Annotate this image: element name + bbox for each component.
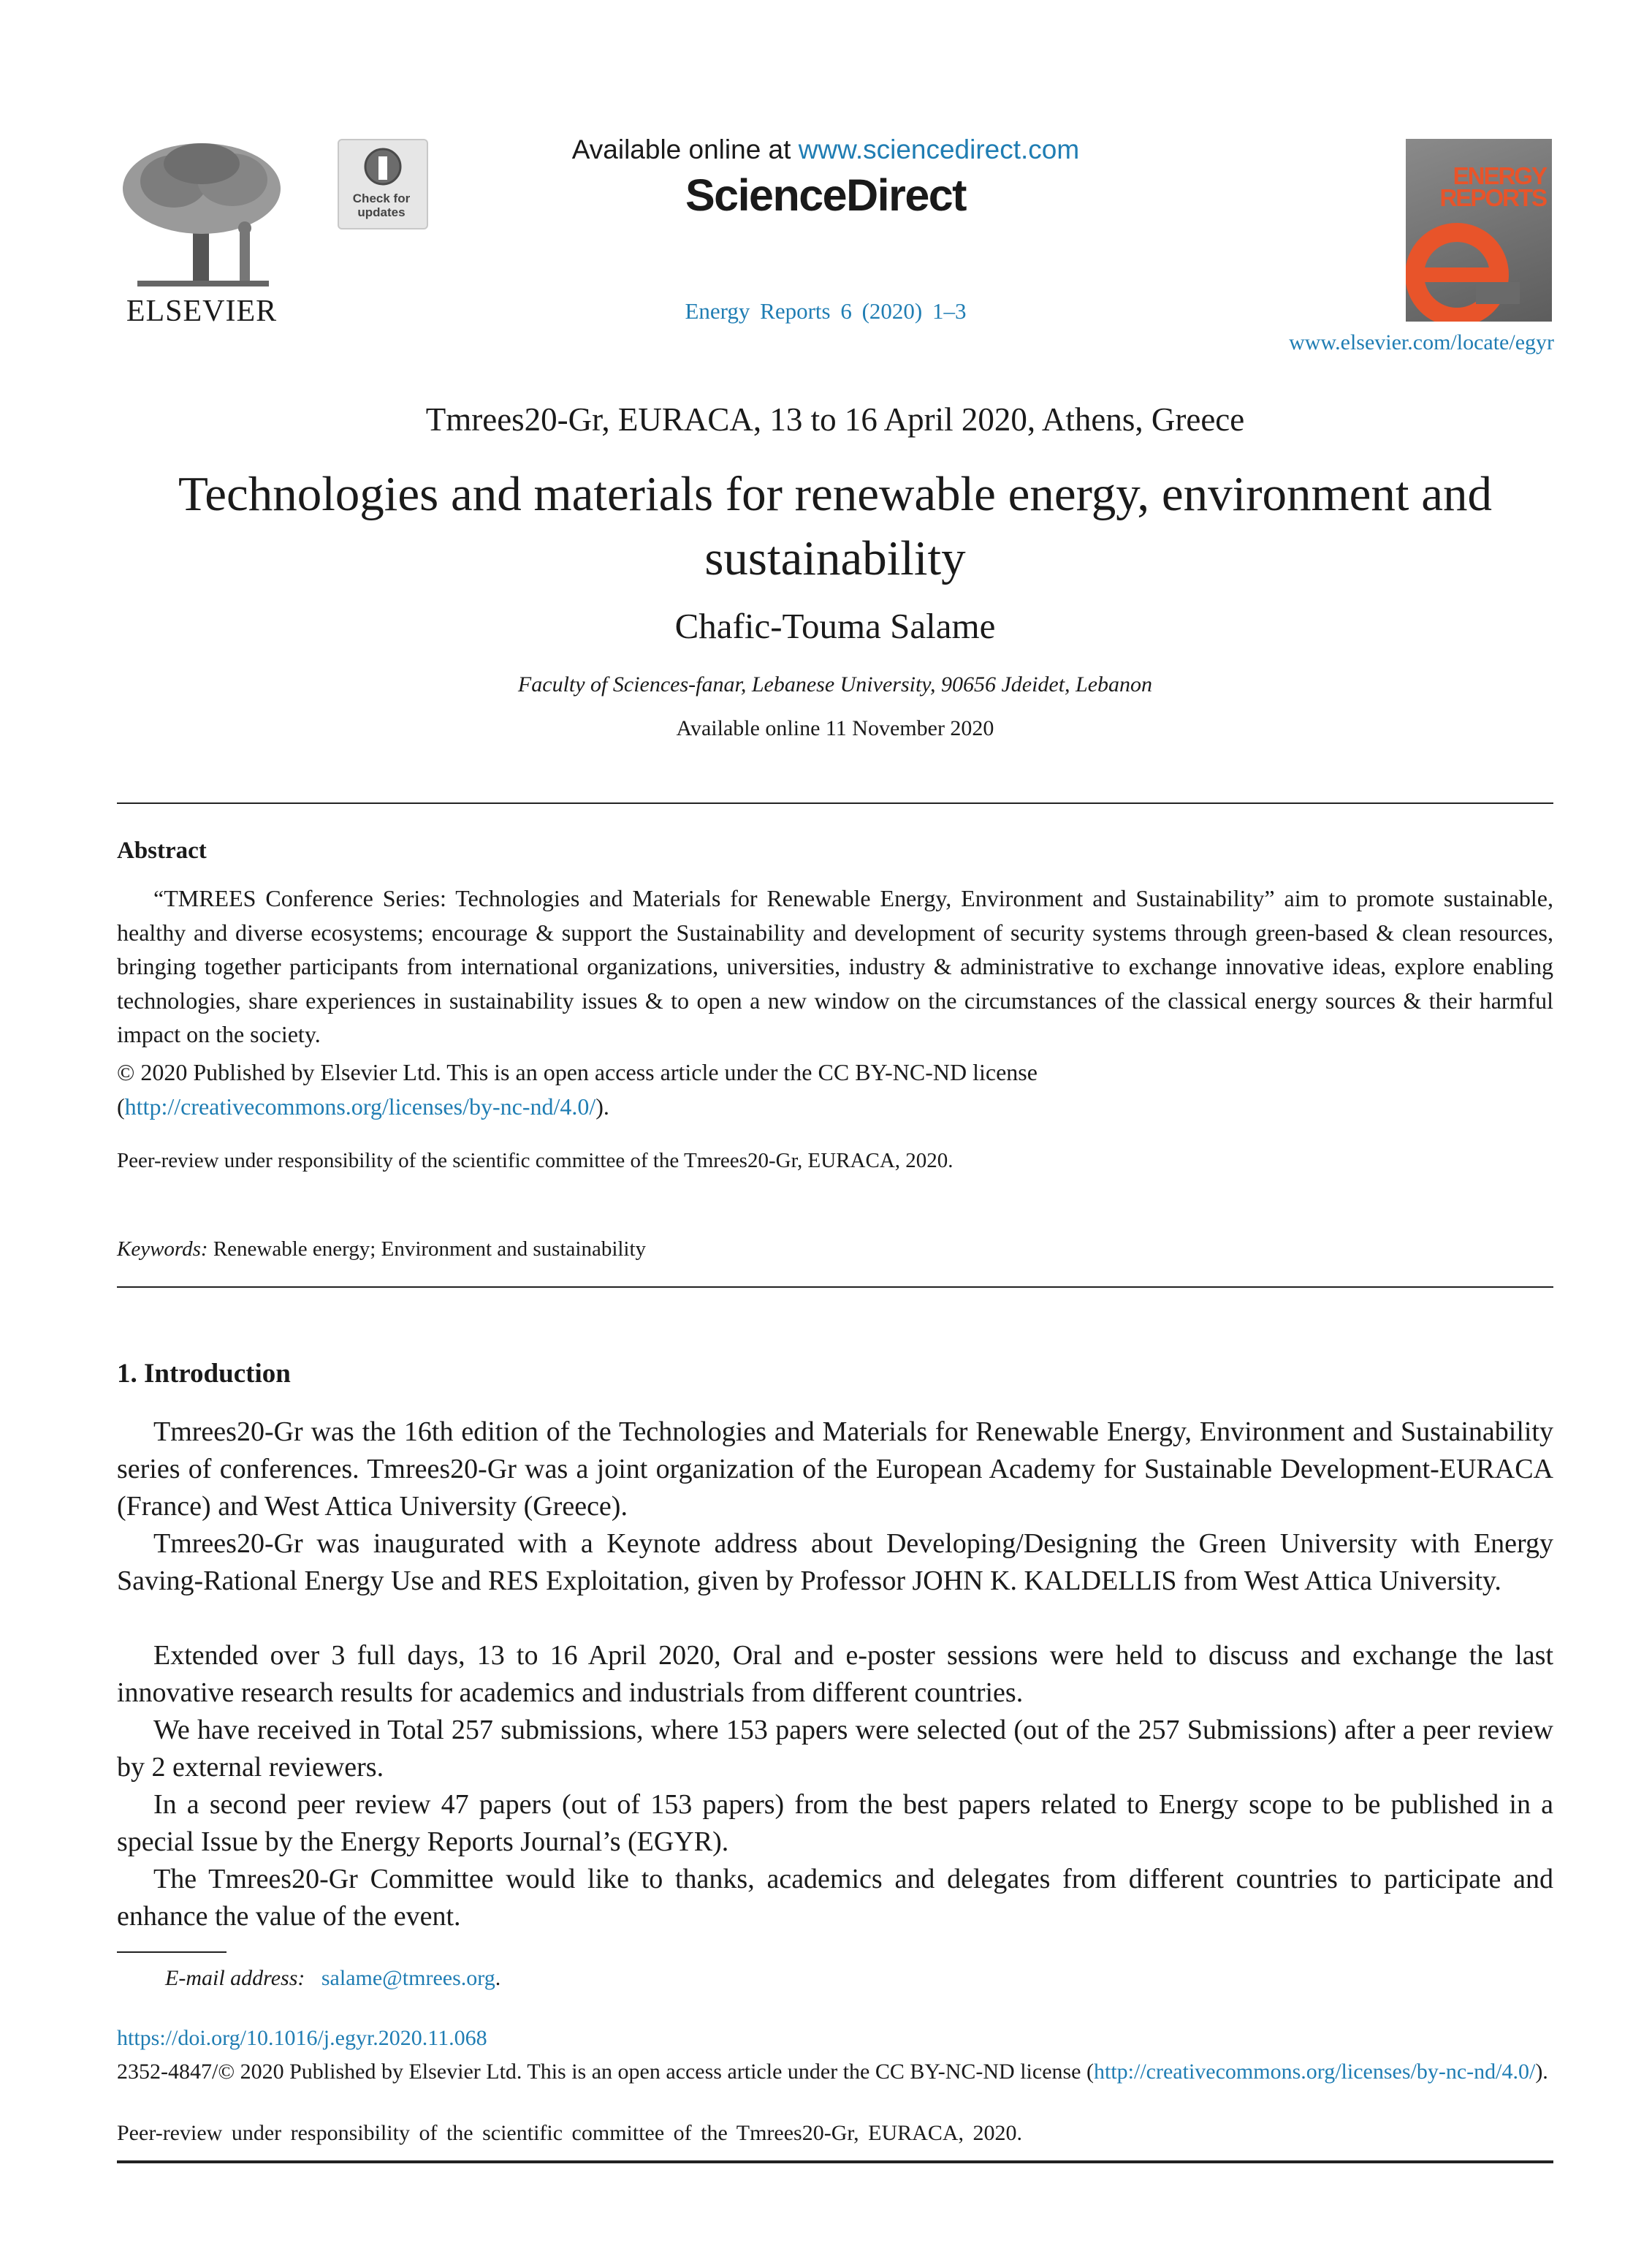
journal-homepage-link[interactable]: www.elsevier.com/locate/egyr: [1289, 330, 1554, 354]
keywords-list: Renewable energy; Environment and sustainability: [213, 1237, 647, 1261]
paper-title: Technologies and materials for renewable energy, environment and sustainability: [178, 467, 1493, 585]
issn-license-line: 2352-4847/© 2020 Published by Elsevier Ltd. This is an open access article under the CC BY-NC-ND license (http://creativecommons.org/licenses/by-nc-nd/4.0/).: [117, 2060, 1548, 2084]
sciencedirect-link[interactable]: www.sciencedirect.com: [798, 134, 1080, 164]
elsevier-wordmark: ELSEVIER: [126, 295, 278, 328]
intro-paragraph: The Tmrees20-Gr Committee would like to thanks, academics and delegates from different countries to participate and enhance the value of the event.: [117, 1864, 1553, 1932]
footer-bottom-divider: [117, 2160, 1553, 2163]
abstract-peer-review-note: Peer-review under responsibility of the scientific committee of the Tmrees20-Gr, EURACA, 2020.: [117, 1149, 953, 1172]
intro-paragraph: Tmrees20-Gr was inaugurated with a Keynote address about Developing/Designing the Green University with Energy Saving-Rational Energy Use and RES Exploitation, given by Professor JOHN K. KALDELLIS from West Attica University.: [117, 1528, 1553, 1596]
available-online-date: Available online 11 November 2020: [676, 716, 994, 740]
journal-reference-link[interactable]: Energy Reports 6 (2020) 1–3: [685, 298, 967, 324]
available-online-line: [438, 134, 1213, 165]
journal-cover-title: ENERGY REPORTS: [1439, 162, 1546, 211]
abstract-license-text: © 2020 Published by Elsevier Ltd. This is an open access article under the CC BY-NC-ND license: [117, 1059, 1038, 1085]
email-label: E-mail address:: [165, 1966, 305, 1990]
available-online-prefix: Available online at: [571, 134, 799, 164]
footnote-divider: [117, 1951, 227, 1953]
abstract-license-url-line: (http://creativecommons.org/licenses/by-nc-nd/4.0/).: [117, 1093, 609, 1120]
section-heading-introduction: 1. Introduction: [117, 1359, 291, 1389]
issn-license-link[interactable]: http://creativecommons.org/licenses/by-nc-nd/4.0/: [1094, 2060, 1536, 2084]
intro-paragraph: We have received in Total 257 submissions, where 153 papers were selected (out of the 257 Submissions) after a peer review by 2 external reviewers.: [117, 1715, 1553, 1783]
abstract-heading: Abstract: [117, 838, 207, 864]
abstract-license: [117, 1055, 1553, 1123]
cover-e-graphic-icon: [1406, 139, 1552, 322]
crossmark-icon: [339, 140, 427, 191]
intro-paragraph: Extended over 3 full days, 13 to 16 April 2020, Oral and e-poster sessions were held to discuss and exchange the last innovative research results for academics and industrials from different countries.: [117, 1640, 1553, 1708]
journal-cover-image[interactable]: [1406, 139, 1552, 322]
author-email-link[interactable]: salame@tmrees.org: [321, 1966, 495, 1990]
abstract-bottom-divider: [117, 1286, 1553, 1288]
intro-paragraph: In a second peer review 47 papers (out of 153 papers) from the best papers related to Energy scope to be published in a special Issue by the Energy Reports Journal’s (EGYR).: [117, 1789, 1553, 1857]
keywords-line: [117, 1237, 1553, 1261]
doi-link[interactable]: https://doi.org/10.1016/j.egyr.2020.11.068: [117, 2026, 487, 2050]
footer-peer-review-note: Peer-review under responsibility of the scientific committee of the Tmrees20-Gr, EURACA, 2020.: [117, 2121, 1023, 2145]
conference-line: Tmrees20-Gr, EURACA, 13 to 16 April 2020, Athens, Greece: [425, 401, 1245, 438]
sciencedirect-wordmark: ScienceDirect: [685, 170, 966, 220]
intro-paragraph: Tmrees20-Gr was the 16th edition of the Technologies and Materials for Renewable Energy, Environment and Sustainability series of conferences. Tmrees20-Gr was a joint organization of the European Academy for Sustainable Development-EURACA (France) and West Attica University (Greece).: [117, 1416, 1553, 1522]
abstract-text: “TMREES Conference Series: Technologies and Materials for Renewable Energy, Environment and Sustainability” aim to promote sustainable, healthy and diverse ecosystems; encourage & support the Sustainability and development of security systems through green-based & clean resources, bringing together participants from international organizations, universities, industry & administrative to exchange innovative ideas, explore enabling technologies, share experiences in sustainability issues & to open a new window on the circumstances of the classical energy sources & their harmful impact on the society.: [117, 885, 1553, 1047]
author-name: Chafic-Touma Salame: [674, 606, 996, 646]
author-email-footnote: E-mail address: salame@tmrees.org.: [165, 1966, 501, 1990]
keywords-label: Keywords:: [117, 1237, 208, 1261]
check-for-updates-label: Check for updates: [352, 191, 411, 219]
issn-license-text: 2352-4847/© 2020 Published by Elsevier Ltd. This is an open access article under the CC BY-NC-ND license (: [117, 2060, 1094, 2084]
abstract-top-divider: [117, 802, 1553, 804]
abstract-license-link[interactable]: http://creativecommons.org/licenses/by-nc-nd/4.0/: [124, 1093, 596, 1120]
author-affiliation: Faculty of Sciences-fanar, Lebanese University, 90656 Jdeidet, Lebanon: [517, 672, 1153, 697]
